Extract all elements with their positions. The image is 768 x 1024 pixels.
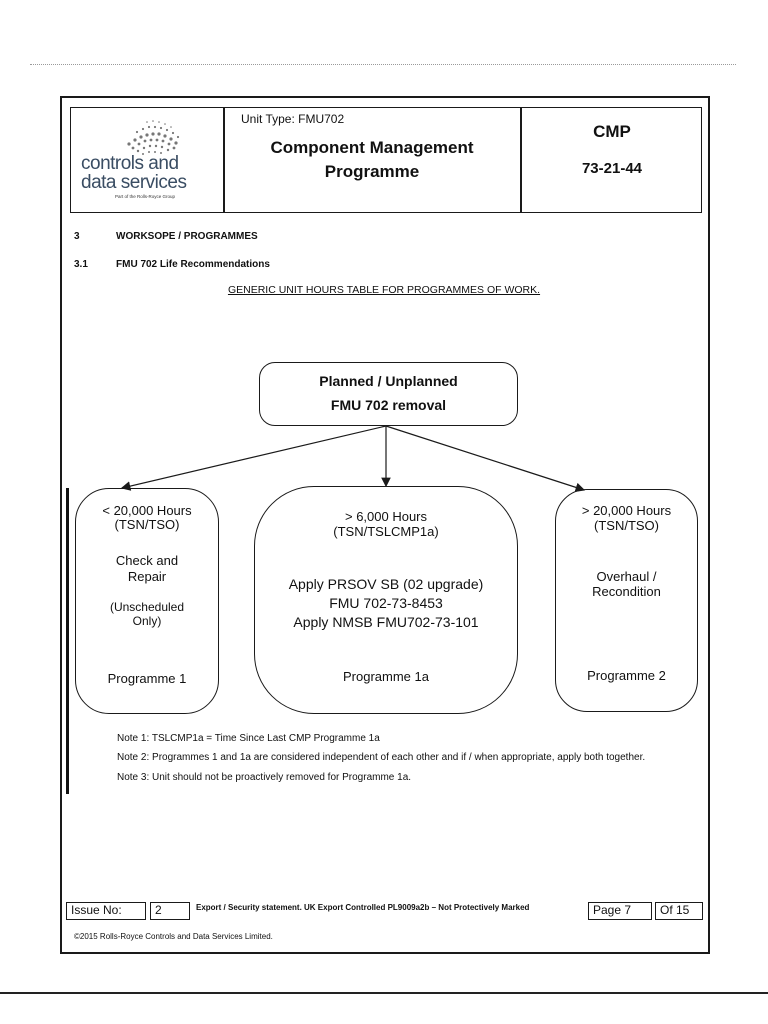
title-line-1: Component Management: [270, 138, 474, 157]
programme-2-action-1: Overhaul /: [596, 569, 657, 584]
programme-1-action-2: Repair: [127, 569, 167, 584]
programme-2-hours: > 20,000 Hours: [581, 503, 672, 518]
logo-tagline: Part of the Rolls-Royce Group: [115, 194, 176, 199]
export-statement: Export / Security statement. UK Export Controlled PL9009a2b – Not Protectively Marked: [196, 903, 530, 912]
programme-1a-box: [254, 486, 518, 714]
programme-1-note-2: Only): [132, 614, 162, 628]
programme-1a-action-1: Apply PRSOV SB (02 upgrade): [288, 576, 484, 592]
programme-1-hours: < 20,000 Hours: [102, 503, 192, 518]
programme-1a-label: Programme 1a: [343, 669, 429, 684]
note-1: Note 1: TSLCMP1a = Time Since Last CMP Programme 1a: [117, 733, 380, 744]
programme-1a-action-2: FMU 702-73-8453: [329, 595, 443, 611]
programme-1a-basis: (TSN/TSLCMP1a): [333, 524, 439, 539]
programme-1-label: Programme 1: [107, 671, 187, 686]
copyright: ©2015 Rolls-Royce Controls and Data Services Limited.: [74, 932, 273, 941]
arrow-to-programme-2: [386, 426, 584, 490]
programme-1-action-1: Check and: [115, 553, 179, 568]
page-number: Page 7: [588, 902, 652, 920]
subsection-title: FMU 702 Life Recommendations: [116, 259, 270, 270]
title-line-2: Programme: [324, 162, 420, 181]
page-total: Of 15: [655, 902, 703, 920]
programme-1a-action-3: Apply NMSB FMU702-73-101: [293, 614, 479, 630]
cmp-label: CMP: [593, 122, 631, 141]
issue-label: Issue No:: [66, 902, 146, 920]
subsection-number: 3.1: [74, 259, 88, 270]
note-3: Note 3: Unit should not be proactively removed for Programme 1a.: [117, 772, 412, 783]
section-number: 3: [74, 231, 80, 242]
table-heading: GENERIC UNIT HOURS TABLE FOR PROGRAMMES OF WORK.: [227, 284, 541, 296]
programme-2-basis: (TSN/TSO): [594, 518, 659, 533]
unit-type: Unit Type: FMU702: [241, 112, 345, 126]
programme-1-basis: (TSN/TSO): [114, 517, 180, 532]
issue-number: 2: [150, 902, 190, 920]
programme-2-label: Programme 2: [587, 668, 666, 683]
removal-box: [259, 362, 518, 426]
section-title: WORKSOPE / PROGRAMMES: [116, 231, 258, 242]
revision-bar: [66, 488, 69, 794]
logo-line-1: controls and: [81, 153, 179, 174]
programme-1-box: [75, 488, 219, 714]
note-2: Note 2: Programmes 1 and 1a are considered independent of each other and if / when appropriate, apply both together.: [117, 752, 646, 763]
programme-2-action-2: Recondition: [592, 584, 661, 599]
cmp-number: 73-21-44: [581, 160, 643, 177]
arrow-to-programme-1: [122, 426, 386, 488]
programme-1a-hours: > 6,000 Hours: [344, 509, 428, 524]
removal-line-1: Planned / Unplanned: [319, 373, 458, 389]
logo-line-2: data services: [81, 172, 187, 193]
removal-line-2: FMU 702 removal: [330, 397, 447, 413]
programme-1-note-1: (Unscheduled: [109, 600, 185, 614]
programme-2-box: [555, 489, 698, 712]
scan-edge-bottom: [0, 992, 768, 994]
